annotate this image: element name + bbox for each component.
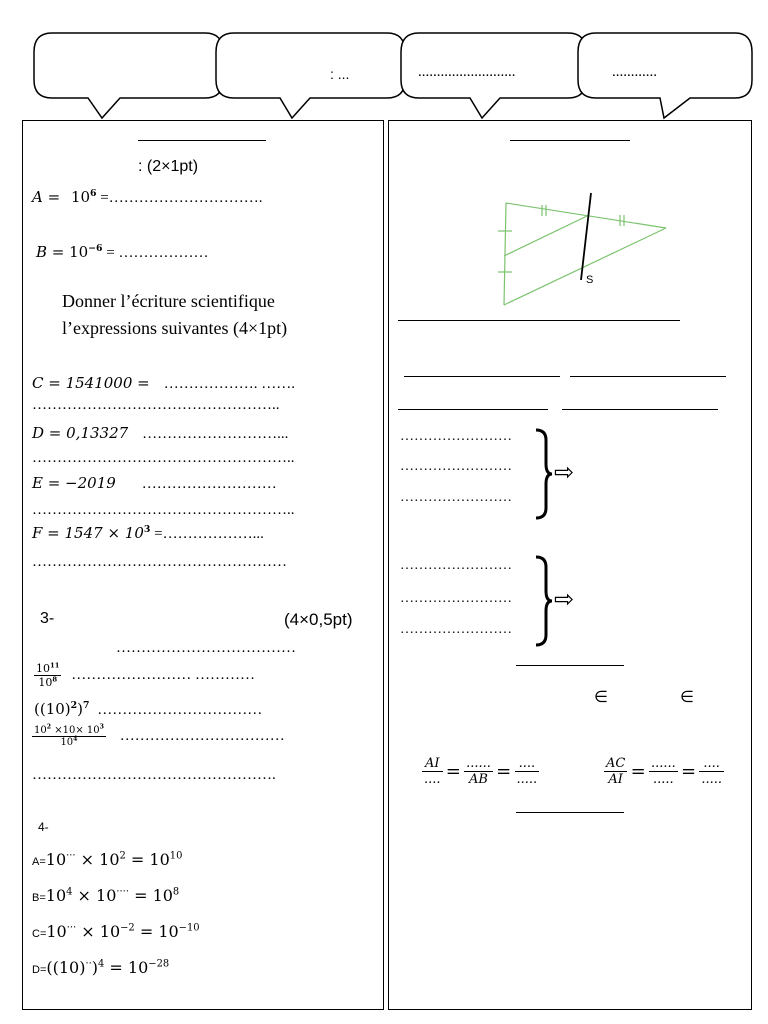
right-line-a [404,376,560,377]
bubble-3-text: .......................... [418,64,516,80]
bracket2-dots-2: …………………… [400,591,512,606]
q3-dots-bottom: …………………………………………. [32,767,276,783]
right-title-line [510,140,630,141]
bubble-4-text: ............ [612,64,657,80]
left-title-line [138,140,266,141]
q3-fraction-2: $\frac{10^2 \times 10\times 10^3}{10^4}$ …………………………… [34,723,285,748]
expr-a: $A = 10^6$ =…………………………. [32,188,263,206]
right-title-line-3 [516,812,624,813]
bracket1-dots-3: …………………… [400,490,512,505]
expr-d-continued: …………………………………………….. [32,450,295,466]
q4-row-b: $B=10^4 \times 10^{\cdot\cdot\cdot\cdot} = 10^8$ [32,886,180,905]
brace-1 [530,428,554,520]
expr-e: E = −2019 ……………………… [32,474,277,492]
q3-number: 3- [40,610,55,627]
expr-f: $F = 1547 \times 10^3$ =………………... [32,524,264,542]
figure-label-s: S [586,274,594,286]
q3-fraction-1: $\frac{10^{11}}{10^8}$ …………………… ………… [36,661,255,689]
bubble-2 [216,33,405,118]
right-line-b [570,376,726,377]
ratio-equation-2: $\frac{AC}{AI}$ = $\frac{......}{.....}$ = $\frac{....}{.....}$ [606,756,722,787]
q4-number: 4- [38,820,49,834]
bracket2-dots-3: …………………… [400,622,512,637]
element-of-1: ∈ [594,687,608,706]
right-answer-line [398,320,680,321]
expr-c-continued: ………………………………………….. [32,397,280,413]
element-of-2: ∈ [680,687,694,706]
q4-row-a: $A=10^{\cdot\cdot\cdot} \times 10^2 = 10^{10}$ [32,850,183,869]
brace-2 [530,555,554,647]
expr-e-continued: …………………………………………….. [32,502,295,518]
implies-arrow-1: ⇨ [554,458,575,486]
triangle-figure [490,188,675,310]
q2-instruction-2: l’expressions suivantes (4×1pt) [62,318,288,338]
bubble-1 [34,33,223,118]
bracket1-dots-2: …………………… [400,459,512,474]
q3-points: (4×0,5pt) [284,610,353,629]
q2-instruction-1: Donner l’écriture scientifique [62,291,275,311]
q4-row-d: $D=((10)^{\cdot\cdot})^4 = 10^{-28}$ [32,958,170,977]
q3-dots-top: ……………………………… [116,640,296,656]
bracket1-dots-1: …………………… [400,429,512,444]
header-bubbles [0,0,768,125]
expr-f-continued: …………………………………………… [32,554,287,570]
bubble-4 [578,33,752,118]
ratio-equation-1: $\frac{AI}{....}$ = $\frac{......}{AB}$ = $\frac{....}{.....}$ [424,756,538,787]
implies-arrow-2: ⇨ [554,585,575,613]
right-line-c [398,409,548,410]
right-title-line-2 [516,665,624,666]
expr-c: C = 1541000 = ………………. ……. [32,374,295,392]
right-line-d [562,409,718,410]
bubble-2-text: : ... [330,66,350,82]
expr-b: $B = 10^{-6}$ = ……………… [36,243,209,261]
q1-points: : (2×1pt) [138,158,199,175]
q3-power: $((10)^2)^7$ …………………………… [34,700,263,718]
q4-row-c: $C=10^{\cdot\cdot\cdot} \times 10^{-2} = 10^{-10}$ [32,922,200,941]
bracket2-dots-1: …………………… [400,558,512,573]
expr-d: D = 0,13327 ………………………... [32,424,289,442]
